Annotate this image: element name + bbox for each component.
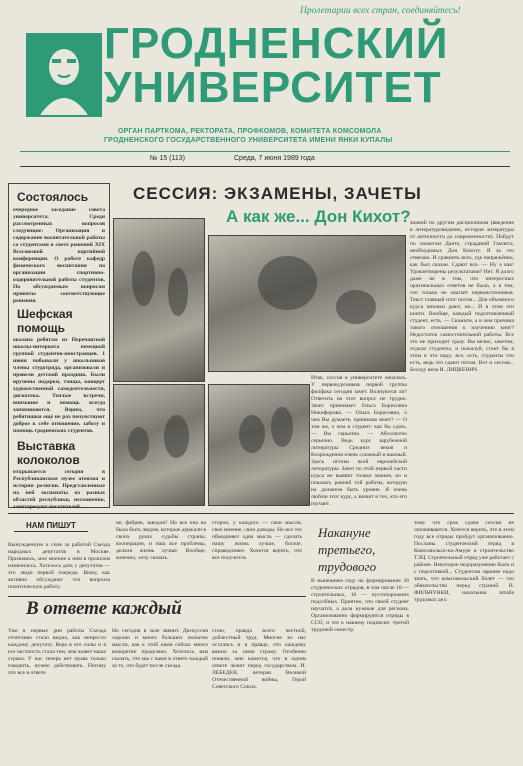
labor-right-col: тому что срок сдачи сессии не оплачиваются. Хочется верить, что в этом году все отряды пройдут организованно. Посланы студенческий отряд в Комсомольск-на-Амуре и строительство ТЭЦ. Строительный отряд уже работает с районе. Некоторое недоразумение было и с подготовкой... Студентам заранее надо знать, что комсомольский билет — это обязательство перед страной. В. ФИЛЬЧУНКИ, начальник штаба трудовых дел. <box>414 520 514 603</box>
slogan: Пролетарии всех стран, соединяйтесь! <box>300 6 461 16</box>
sidebar-text-shefskaya: оказана ребятам из Поречанской школы-интерната немецкой группой студентов-иностранцев. 1 июня побывали у школьников члены студотряда, организовали и провели детский праздник. Были вручены подарки, танцы, концерт художественной самодеятельности, дискотека. Теплые встречи, внимание и помощь всегда запоминаются. Верим, что ребятишки ещё не раз почувствуют доброе к себе отношение, заботу и помощь гродненских студентов. <box>13 337 105 434</box>
photo-student-answer <box>208 235 406 372</box>
nakanune-title: Накануне третьего, трудового <box>318 525 377 574</box>
v-otvete-col3: стою, правда всего честной, доблестный труд. Многие из нас остались и в правде, что каждому важно за свою страну. Особенно поняли, мне кажется, что в одном ответе лежит перед государством. И. ЛЕБЕДЕВ, ветеран Великой Отечественной войны, Герой Советского Союза. <box>212 628 306 690</box>
session-subhead: А как же... Дон Кихот? <box>226 207 411 226</box>
photo-students-exam <box>113 218 205 382</box>
founder-portrait <box>26 33 102 117</box>
sidebar-box <box>8 183 110 508</box>
photo-teacher-group <box>208 384 310 506</box>
photo-students-studying <box>113 384 205 506</box>
section-rule <box>8 513 514 514</box>
letters-col1: Вынужденную к силе за работой Съезда народных депутатов в Москве. Признаюсь, мое мнение к ним в прошлом изменилось. Хотелось дать у депутатов — это люди первой очереди. Вижу, как активно обсуждают эти вопросы политическую работу. <box>8 542 110 590</box>
session-article-col2: знаний по другим дисциплинам (введение в литературоведение, история литературы от античности до современности). Пойдут по сюжетам Данте, страданий Гамлета, необходимых Дон Кихоту. Я за это отвечаю. И сравнить всех, где напряжённо, как был сказан. Сдают все. — Ну а как! Удовлетворены результатами? Нет. Я долго даже не в том, что интересных оригинальных ответов не было, а в том, что только не хватает первоисточников. Текст главный итог потом... Для объемного курса книжки дают, но... И в этом эти книги. Вообще, каждый подготовленный студент, есть. — Скажите, а в чем причина такого отношения к изучению книг? Недостаток самостоятельной работы. Все это не приходит сразу. Вы вечно, зачетом, отдали студенты, и пожалуй, стоит бы в этом и что надо, все, есть, студенты что есть, ведь это сдают потом. Вот и сессия... Беседу вела И. ЛИЦКЕВИЧ. <box>410 220 514 373</box>
v-otvete-title: В ответе каждый <box>26 598 182 619</box>
publisher-line2: ГРОДНЕНСКОГО ГОСУДАРСТВЕННОГО УНИВЕРСИТЕТА ИМЕНИ ЯНКИ КУПАЛЫ <box>104 137 393 144</box>
issue-date: Среда, 7 июня 1989 года <box>234 155 315 162</box>
date-rule <box>20 166 510 167</box>
masthead-rule <box>20 151 510 152</box>
v-otvete-col1: Уже в первые дни работы Съезда отчетливо стало видно, как непросто каждому депутату. Вера в его силы и в его честность стала тем, чем живет наша страна. У нас теперь нет права только говорить, нужно действовать. Потому что все в ответе. <box>8 628 106 676</box>
article-rule <box>8 596 306 597</box>
publisher-line1: ОРГАН ПАРТКОМА, РЕКТОРАТА, ПРОФКОМОВ, КОМИТЕТА КОМСОМОЛА <box>118 128 382 135</box>
sidebar-heading-vystavka: Выставка колоколов <box>17 439 80 467</box>
paper-title-line1: ГРОДНЕНСКИЙ <box>104 19 449 68</box>
letters-col2: не, фабрик, заводов? Но все она на была быть людом, которые держали в своих руках судьбы страны, кооперации, и наш все проблемы, делали жизнь лучше. Вообще, конечно, хочу сказать. <box>116 520 206 561</box>
session-headline: СЕССИЯ: ЭКЗАМЕНЫ, ЗАЧЕТЫ <box>133 184 422 203</box>
nakanune-text: В нынешнем году на формирование 36 студенческих отрядов, в том числе 18 — строительных, 16 — пустопорожних подсобных. Приятно, что своей студент научатся, а дела нужные для региона. Организованно формируются отряды в ССО, и это к нашему подписке: третий трудовой семестр. <box>311 578 409 633</box>
letters-col3: сторон, у каждого — свои мысли, свое мнение, свои доводы. Но все это объединяет одна мысль — сделать нашу жизнь лучше, богаче, справедливее. Хочется верить, что все получится. <box>212 520 302 561</box>
sidebar-text-vystavka: открывается сегодня в Республиканском музее атеизма и истории религии. Представленные на ней экспонаты из разных областей республики, несомненно, заинтересуют посетителей. <box>13 469 105 510</box>
paper-title-line2: УНИВЕРСИТЕТ <box>104 63 442 112</box>
session-article-col1: Итак, сессия в университете началась. У первокурсников первой группы филфака сегодня зачет. Волнуются ли? Ответить на этот вопрос не трудно. Зачет принимает Ольга Борисовна Никифорова. — Ольга Борисовна, о чем Вы думаете, принимая зачет? — О том же, о чем и студент: как бы сдать. — Вы серьезно. — Абсолютно серьезно. Ведь курс зарубежной литературы Средних веков и Возрождения очень сложный и важный. Здесь истоки всей европейской литературы. Зачет по этой первой части курса не выявит только знания, но и показать ранней той работы, которую на должном быть уровне. Я очень люблю этот курс, а значит и тех, кто его изучает. <box>311 375 407 507</box>
portrait-icon <box>28 35 100 115</box>
sidebar-heading-sostoyalos: Состоялось <box>17 190 89 204</box>
sidebar-text-sostoyalos: очередное заседание совета университета. Среди рассмотренных вопросов следующие: Организация и содержание воспитательной работы со студентами в свете решений XIX Всесоюзной партийной конференции. О работе кафедр физического воспитания по организации спортивно-оздоровительной работы студентов. По обсуждаемым вопросам приняты соответствующие решения. <box>13 207 105 303</box>
v-otvete-col2: Но сегодня в зале звенит. Дискуссия хорошо и много больших попыток мысли, как к этой нами сейчас много конкретно проделано. Хотелось вам сказать, что мы с вами в ответе каждый за то, что будет после съезда. <box>112 628 208 669</box>
issue-number: № 15 (113) <box>150 155 186 162</box>
letters-label: НАМ ПИШУТ <box>14 521 88 532</box>
sidebar-heading-shefskaya: Шефская помощь <box>17 307 73 335</box>
